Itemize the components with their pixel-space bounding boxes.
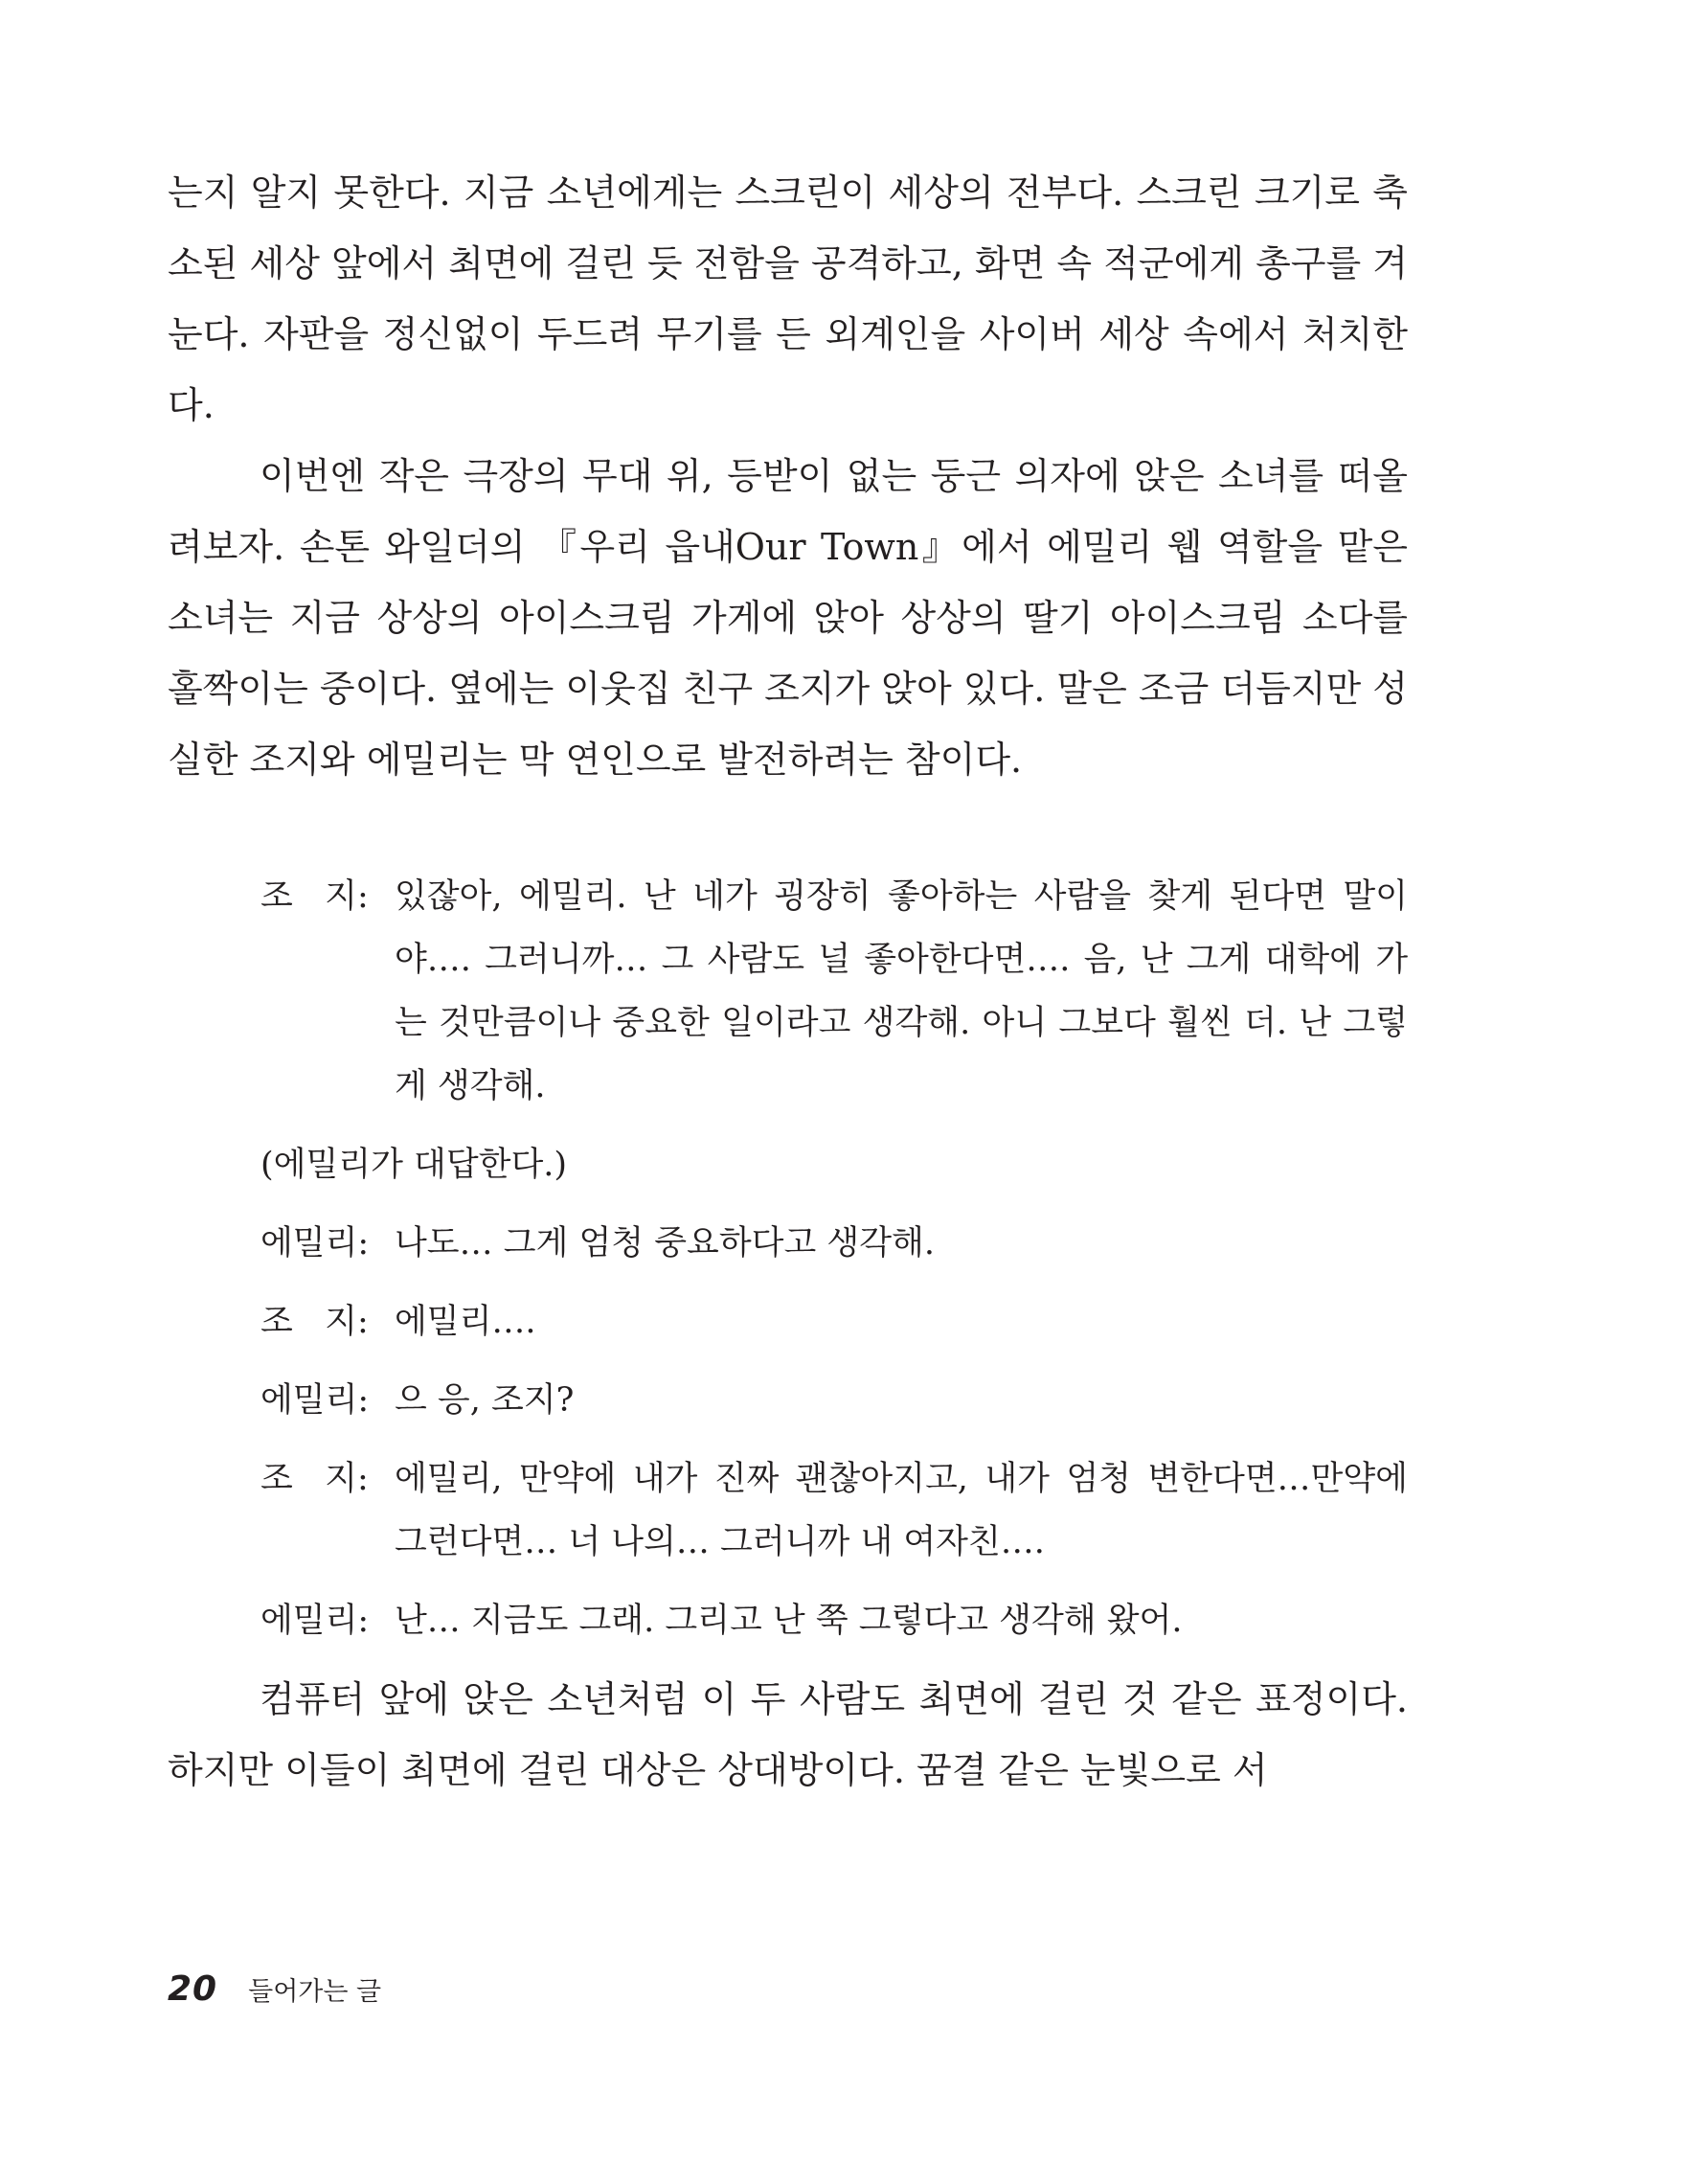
speaker-label: 조 지: bbox=[260, 877, 369, 916]
speaker-label: 에밀리: bbox=[260, 1224, 370, 1263]
dialogue-text: 나도… 그게 엄청 중요하다고 생각해. bbox=[395, 1224, 935, 1263]
play-dialogue bbox=[260, 865, 1408, 1652]
dialogue-line bbox=[260, 865, 1408, 1118]
body-text-bottom bbox=[168, 1664, 1408, 1806]
speaker-label: 조 지: bbox=[260, 1303, 369, 1341]
dialogue-text: 에밀리, 만약에 내가 진짜 괜찮아지고, 내가 엄청 변한다면…만약에 그런다면… 너 나의… 그러니까 내 여자친…. bbox=[395, 1460, 1408, 1561]
paragraph-our-town: 이번엔 작은 극장의 무대 위, 등받이 없는 둥근 의자에 앉은 소녀를 떠올려보자. 손톤 와일더의 『우리 읍내Our Town』에서 에밀리 웹 역할을 맡은 소녀는 지금 상상의 아이스크림 가게에 앉아 상상의 딸기 아이스크림 소다를 홀짝이는 중이다. 옆에는 이웃집 친구 조지가 앉아 있다. 말은 조금 더듬지만 성실한 조지와 에밀리는 막 연인으로 발전하려는 참이다. bbox=[168, 455, 1408, 781]
paragraph-hypnotized: 컴퓨터 앞에 앉은 소년처럼 이 두 사람도 최면에 걸린 것 같은 표정이다. 하지만 이들이 최면에 걸린 대상은 상대방이다. 꿈결 같은 눈빛으로 서 bbox=[168, 1678, 1408, 1791]
stage-direction bbox=[260, 1133, 1408, 1196]
dialogue-line bbox=[260, 1212, 1408, 1275]
speaker-label: 에밀리: bbox=[260, 1381, 370, 1420]
paragraph-continued: 는지 알지 못한다. 지금 소년에게는 스크린이 세상의 전부다. 스크린 크기로 축소된 세상 앞에서 최면에 걸린 듯 전함을 공격하고, 화면 속 적군에게 총구를 겨눈다. 자판을 정신없이 두드려 무기를 든 외계인을 사이버 세상 속에서 처치한다. bbox=[168, 171, 1408, 426]
dialogue-text: 에밀리…. bbox=[395, 1303, 536, 1341]
dialogue-line bbox=[260, 1369, 1408, 1432]
dialogue-text: 으 응, 조지? bbox=[395, 1381, 575, 1420]
dialogue-text: 있잖아, 에밀리. 난 네가 굉장히 좋아하는 사람을 찾게 된다면 말이야…. 그러니까… 그 사람도 널 좋아한다면…. 음, 난 그게 대학에 가는 것만큼이나 중요한 일이라고 생각해. 아니 그보다 훨씬 더. 난 그렇게 생각해. bbox=[395, 877, 1408, 1105]
dialogue-line bbox=[260, 1589, 1408, 1652]
dialogue-line bbox=[260, 1290, 1408, 1354]
speaker-label: 에밀리: bbox=[260, 1602, 370, 1640]
stage-direction-text: (에밀리가 대답한다.) bbox=[260, 1146, 568, 1184]
page-footer bbox=[168, 1969, 381, 2008]
dialogue-text: 난… 지금도 그래. 그리고 난 쭉 그렇다고 생각해 왔어. bbox=[395, 1602, 1183, 1640]
speaker-label: 조 지: bbox=[260, 1460, 369, 1498]
body-text-top bbox=[168, 157, 1408, 795]
dialogue-line bbox=[260, 1447, 1408, 1574]
running-section-title: 들어가는 글 bbox=[248, 1977, 382, 2007]
page-number: 20 bbox=[168, 1969, 218, 2009]
